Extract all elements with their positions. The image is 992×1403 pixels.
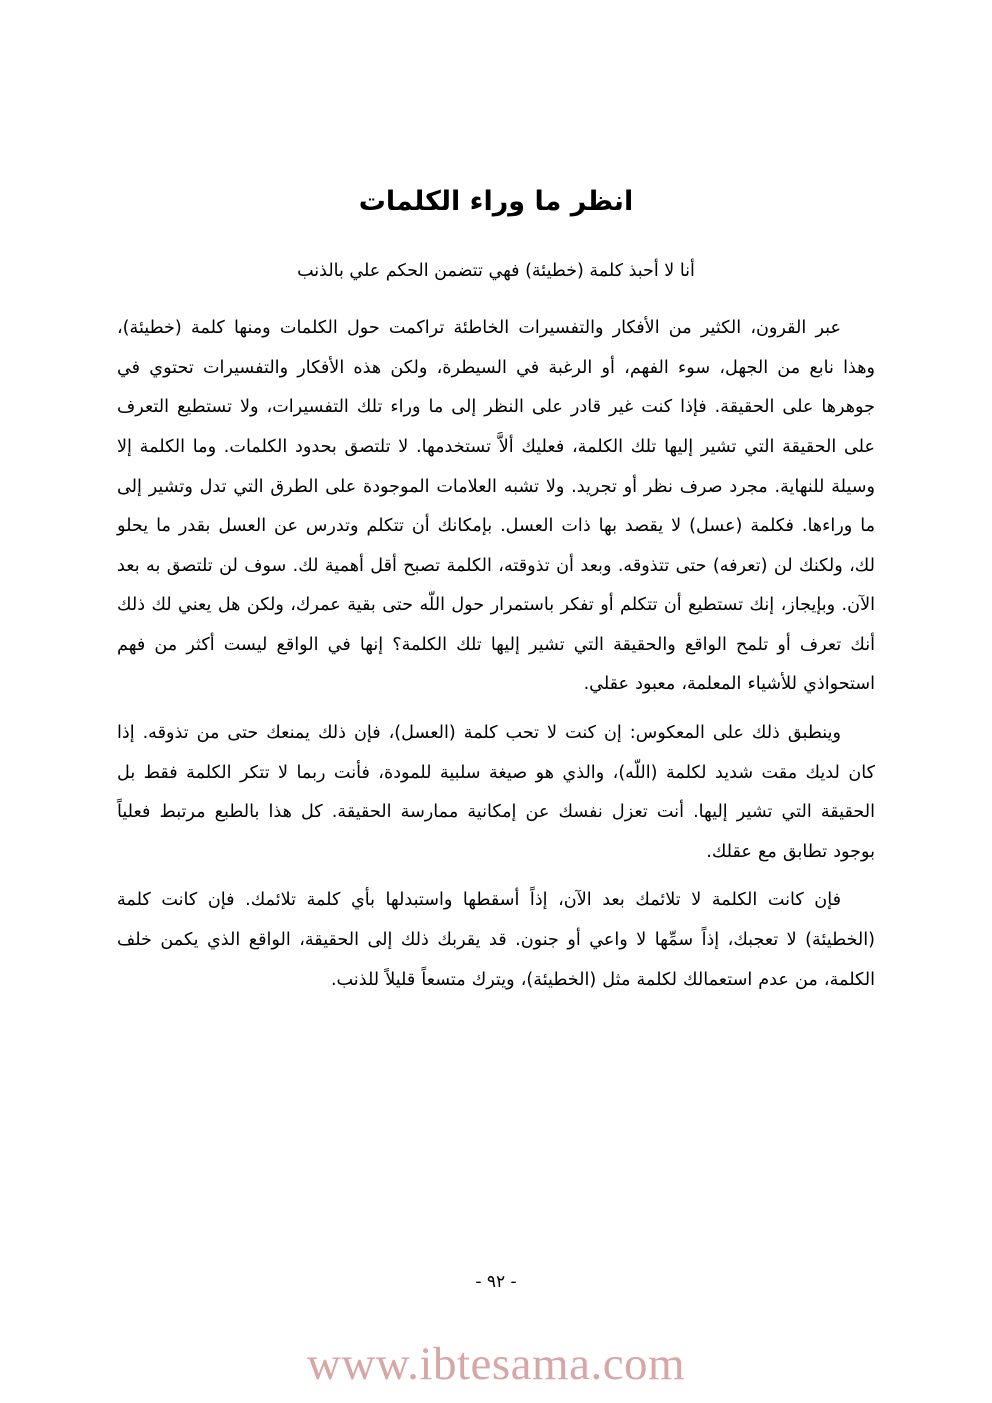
paragraph: فإن كانت الكلمة لا تلائمك بعد الآن، إذاً أسقطها واستبدلها بأي كلمة تلائمك. فإن كانت كلمة (الخطيئة) لا تعجبك، إذاً سمِّها لا واعي أو جنون. قد يقربك ذلك إلى الحقيقة، الواقع الذي يكمن خلف الكلمة، من عدم استعمالك لكلمة مثل (الخطيئة)، ويترك متسعاً قليلاً للذنب. — [117, 890, 875, 990]
epigraph-line: أنا لا أحبذ كلمة (خطيئة) فهي تتضمن الحكم علي بالذنب — [297, 261, 695, 282]
site-watermark: www.ibtesama.com — [306, 1338, 686, 1390]
paragraph: عبر القرون، الكثير من الأفكار والتفسيرات الخاطئة تراكمت حول الكلمات ومنها كلمة (خطيئة)، وهذا نابع من الجهل، سوء الفهم، أو الرغبة في السيطرة، ولكن هذه الأفكار والتفسيرات تحتوي في جوهرها على الحقيقة. فإذا كنت غير قادر على النظر إلى ما وراء تلك التفسيرات، ولا تستطيع التعرف على الحقيقة التي تشير إليها تلك الكلمة، فعليك ألاَّ تستخدمها. لا تلتصق بحدود الكلمات. وما الكلمة إلا وسيلة للنهاية. مجرد صرف نظر أو تجريد. ولا تشبه العلامات الموجودة على الطرق التي تدل وتشير إلى ما وراءها. فكلمة (عسل) لا يقصد بها ذات العسل. بإمكانك أن تتكلم وتدرس عن العسل بقدر ما يحلو لك، ولكنك لن (تعرفه) حتى تتذوقه. وبعد أن تذوقته، الكلمة تصبح أقل أهمية لك. سوف لن تلتصق به بعد الآن. وبإيجاز، إنك تستطيع أن تتكلم أو تفكر باستمرار حول اللّه حتى بقية عمرك، ولكن هل يعني لك ذلك أنك تعرف أو تلمح الواقع والحقيقة التي تشير إليها تلك الكلمة؟ إنها في الواقع ليست أكثر من فهم استحواذي للأشياء المعلمة، معبود عقلي. — [117, 318, 875, 695]
chapter-title: انظر ما وراء الكلمات — [358, 186, 634, 217]
page-number: - ٩٢ - — [475, 1272, 517, 1292]
body-copy — [117, 283, 875, 1000]
paragraph: وينطبق ذلك على المعكوس: إن كنت لا تحب كلمة (العسل)، فإن ذلك يمنعك حتى من تذوقه. إذا كان لديك مقت شديد لكلمة (اللّه)، والذي هو صيغة سلبية للمودة، فأنت ربما لا تتكر الكلمة فقط بل الحقيقة التي تشير إليها. أنت تعزل نفسك عن إمكانية ممارسة الحقيقة. كل هذا بالطبع مرتبط فعلياً بوجود تطابق مع عقلك. — [117, 723, 875, 862]
